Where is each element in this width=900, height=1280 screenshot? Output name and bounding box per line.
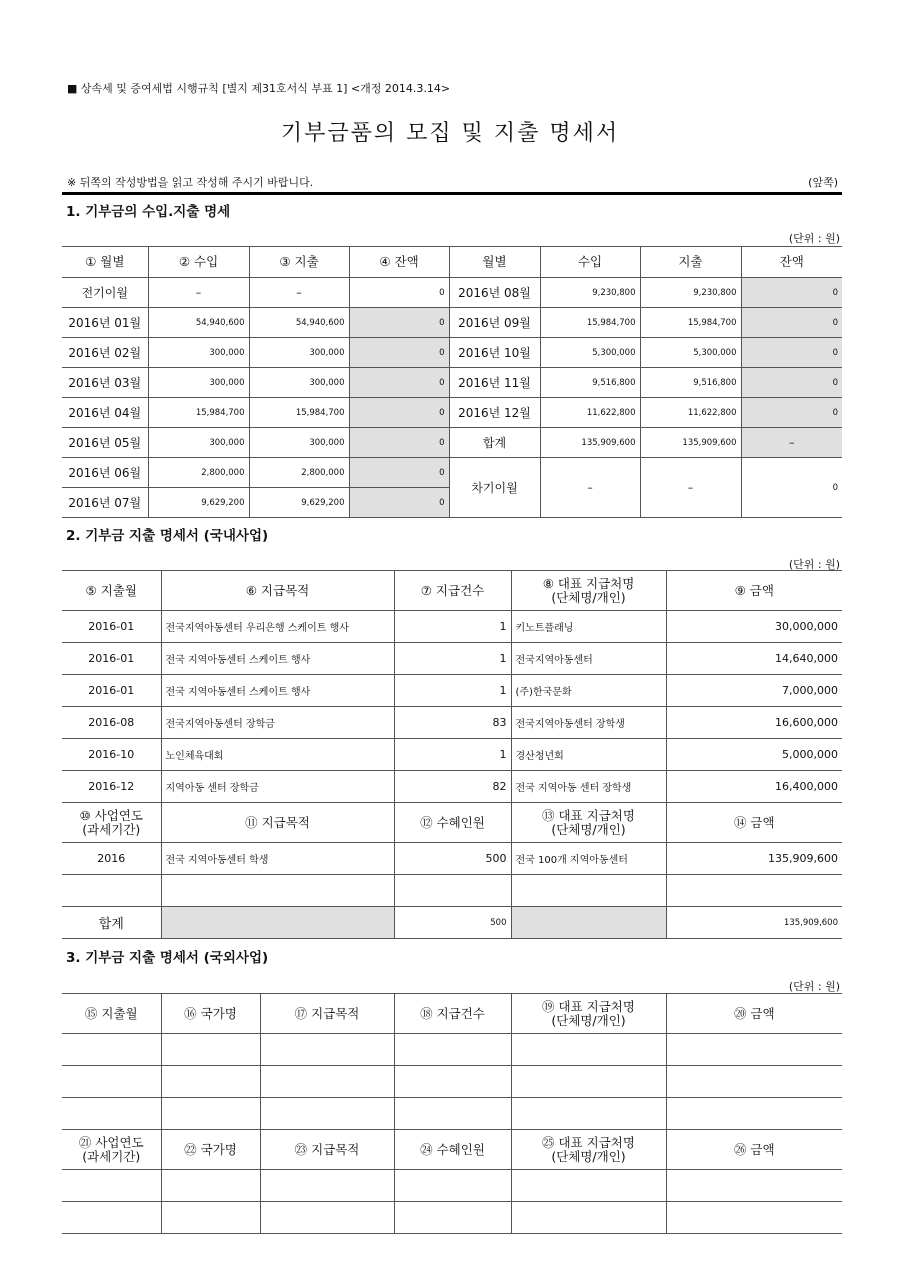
expense-month-cell: 2016-10 — [62, 739, 161, 771]
income-cell: 5,300,000 — [540, 338, 640, 368]
header-balance: ④ 잔액 — [349, 247, 449, 278]
balance-cell: 0 — [349, 458, 449, 488]
carry-forward-income: – — [540, 458, 640, 518]
section3-unit: (단위 : 원) — [788, 980, 840, 993]
expense-month-cell: 2016-08 — [62, 707, 161, 739]
empty-cell — [394, 1098, 511, 1130]
regulation-note: ■ 상속세 및 증여세법 시행규칙 [별지 제31호서식 부표 1] <개정 2014.3.14> — [67, 82, 451, 95]
month-cell: 2016년 08월 — [449, 278, 540, 308]
header-expense-month-3: ⑮ 지출월 — [62, 994, 161, 1034]
month-cell: 2016년 10월 — [449, 338, 540, 368]
table-row-empty — [62, 1098, 842, 1130]
section1-title: 1. 기부금의 수입.지출 명세 — [66, 204, 231, 220]
income-cell: 9,230,800 — [540, 278, 640, 308]
header-country: ⑯ 국가명 — [161, 994, 260, 1034]
month-cell: 2016년 11월 — [449, 368, 540, 398]
month-cell: 2016년 09월 — [449, 308, 540, 338]
month-cell: 전기이월 — [62, 278, 148, 308]
income-cell: 2,800,000 — [148, 458, 249, 488]
income-cell: 54,940,600 — [148, 308, 249, 338]
overseas-expense-table — [62, 993, 842, 1234]
total-balance: – — [741, 428, 842, 458]
header-purpose-3: ⑰ 지급목적 — [260, 994, 394, 1034]
table-row — [62, 308, 842, 338]
purpose-cell: 전국지역아동센터 장학금 — [161, 707, 394, 739]
balance-cell: 0 — [741, 338, 842, 368]
header-count: ⑦ 지급건수 — [394, 571, 511, 611]
header-payee: ⑧ 대표 지급처명 (단체명/개인) — [511, 571, 666, 611]
month-cell: 2016년 02월 — [62, 338, 148, 368]
header-count-3: ⑱ 지급건수 — [394, 994, 511, 1034]
page-title: 기부금품의 모집 및 지출 명세서 — [280, 121, 620, 146]
instruction-note: ※ 뒤쪽의 작성방법을 읽고 작성해 주시기 바랍니다. — [67, 176, 314, 189]
header-country-2: ㉒ 국가명 — [161, 1130, 260, 1170]
header-divider — [62, 192, 842, 195]
expense-cell: 15,984,700 — [640, 308, 741, 338]
income-cell: 15,984,700 — [148, 398, 249, 428]
header-payee-2: ⑬ 대표 지급처명 (단체명/개인) — [511, 803, 666, 843]
purpose-cell: 전국지역아동센터 우리은행 스케이트 행사 — [161, 611, 394, 643]
balance-cell: 0 — [741, 398, 842, 428]
header-amount-2: ⑭ 금액 — [666, 803, 842, 843]
expense-month-cell: 2016-01 — [62, 643, 161, 675]
purpose-cell: 지역아동 센터 장학금 — [161, 771, 394, 803]
empty-cell — [161, 1098, 260, 1130]
empty-cell — [666, 1066, 842, 1098]
empty-cell — [666, 1098, 842, 1130]
month-cell: 2016년 03월 — [62, 368, 148, 398]
header-expense-month: ⑤ 지출월 — [62, 571, 161, 611]
header-income-right: 수입 — [540, 247, 640, 278]
table-row-empty — [62, 1202, 842, 1234]
total-amount: 135,909,600 — [666, 907, 842, 939]
month-cell: 2016년 01월 — [62, 308, 148, 338]
income-cell: 9,516,800 — [540, 368, 640, 398]
empty-cell — [62, 1170, 161, 1202]
expense-cell: 2,800,000 — [249, 458, 349, 488]
empty-cell — [260, 1202, 394, 1234]
expense-cell: 11,622,800 — [640, 398, 741, 428]
total-expense: 135,909,600 — [640, 428, 741, 458]
header-month: ① 월별 — [62, 247, 148, 278]
month-cell: 2016년 12월 — [449, 398, 540, 428]
table-row-empty — [62, 875, 842, 907]
empty-cell — [62, 1066, 161, 1098]
count-cell: 82 — [394, 771, 511, 803]
empty-cell — [62, 1098, 161, 1130]
amount-cell: 7,000,000 — [666, 675, 842, 707]
header-purpose-2: ⑪ 지급목적 — [161, 803, 394, 843]
payee-cell: (주)한국문화 — [511, 675, 666, 707]
empty-cell — [394, 1034, 511, 1066]
empty-cell — [394, 1202, 511, 1234]
count-cell: 83 — [394, 707, 511, 739]
table-row — [62, 428, 842, 458]
count-cell: 1 — [394, 611, 511, 643]
empty-cell — [511, 1170, 666, 1202]
purpose-cell: 노인체육대회 — [161, 739, 394, 771]
header-business-year-3: ㉑ 사업연도 (과세기간) — [62, 1130, 161, 1170]
balance-cell: 0 — [741, 308, 842, 338]
balance-cell: 0 — [349, 428, 449, 458]
expense-cell: 300,000 — [249, 368, 349, 398]
expense-cell: 5,300,000 — [640, 338, 741, 368]
front-side-label: (앞쪽) — [808, 176, 838, 189]
balance-cell: 0 — [349, 338, 449, 368]
empty-cell — [511, 1034, 666, 1066]
header-amount-3: ⑳ 금액 — [666, 994, 842, 1034]
table-row-empty — [62, 1170, 842, 1202]
empty-cell — [394, 1066, 511, 1098]
expense-month-cell: 2016-01 — [62, 675, 161, 707]
header-expense-right: 지출 — [640, 247, 741, 278]
section2-unit: (단위 : 원) — [788, 558, 840, 571]
purpose-cell: 전국 지역아동센터 스케이트 행사 — [161, 643, 394, 675]
empty-cell — [161, 875, 394, 907]
income-cell: 11,622,800 — [540, 398, 640, 428]
section2-header-row — [62, 571, 842, 611]
carry-forward-expense: – — [640, 458, 741, 518]
table-row — [62, 398, 842, 428]
amount-cell: 16,600,000 — [666, 707, 842, 739]
header-beneficiaries-3: ㉔ 수혜인원 — [394, 1130, 511, 1170]
empty-cell — [260, 1098, 394, 1130]
carry-forward-balance: 0 — [741, 458, 842, 518]
amount-cell: 30,000,000 — [666, 611, 842, 643]
business-year-cell: 2016 — [62, 843, 161, 875]
expense-cell: 300,000 — [249, 428, 349, 458]
expense-cell: 9,516,800 — [640, 368, 741, 398]
month-cell: 2016년 06월 — [62, 458, 148, 488]
income-cell: 9,629,200 — [148, 488, 249, 518]
balance-cell: 0 — [349, 368, 449, 398]
section3-header-row — [62, 994, 842, 1034]
total-payee-blank — [511, 907, 666, 939]
total-label: 합계 — [449, 428, 540, 458]
empty-cell — [394, 875, 511, 907]
total-purpose-blank — [161, 907, 394, 939]
table-row — [62, 368, 842, 398]
header-business-year: ⑩ 사업연도 (과세기간) — [62, 803, 161, 843]
header-expense: ③ 지출 — [249, 247, 349, 278]
header-purpose: ⑥ 지급목적 — [161, 571, 394, 611]
table-row — [62, 707, 842, 739]
header-amount: ⑨ 금액 — [666, 571, 842, 611]
beneficiaries-cell: 500 — [394, 843, 511, 875]
table-row — [62, 338, 842, 368]
empty-cell — [62, 1202, 161, 1234]
expense-cell: 300,000 — [249, 338, 349, 368]
payee-cell: 전국지역아동센터 장학생 — [511, 707, 666, 739]
table-row — [62, 675, 842, 707]
header-balance-right: 잔액 — [741, 247, 842, 278]
empty-cell — [666, 1034, 842, 1066]
header-purpose-4: ㉓ 지급목적 — [260, 1130, 394, 1170]
section2-subheader-row — [62, 803, 842, 843]
total-label: 합계 — [62, 907, 161, 939]
table-row — [62, 278, 842, 308]
balance-cell: 0 — [349, 398, 449, 428]
expense-month-cell: 2016-12 — [62, 771, 161, 803]
empty-cell — [62, 875, 161, 907]
count-cell: 1 — [394, 739, 511, 771]
income-cell: 300,000 — [148, 428, 249, 458]
income-expense-table — [62, 246, 842, 518]
amount-cell: 135,909,600 — [666, 843, 842, 875]
section3-title: 3. 기부금 지출 명세서 (국외사업) — [66, 950, 269, 966]
empty-cell — [161, 1066, 260, 1098]
table-row — [62, 771, 842, 803]
table-row — [62, 611, 842, 643]
balance-cell: 0 — [349, 488, 449, 518]
section2-title: 2. 기부금 지출 명세서 (국내사업) — [66, 528, 269, 544]
purpose-cell: 전국 지역아동센터 학생 — [161, 843, 394, 875]
income-cell: 15,984,700 — [540, 308, 640, 338]
header-income: ② 수입 — [148, 247, 249, 278]
empty-cell — [666, 875, 842, 907]
empty-cell — [260, 1066, 394, 1098]
balance-cell: 0 — [349, 278, 449, 308]
month-cell: 2016년 05월 — [62, 428, 148, 458]
empty-cell — [394, 1170, 511, 1202]
table-row — [62, 739, 842, 771]
empty-cell — [666, 1170, 842, 1202]
expense-cell: 9,629,200 — [249, 488, 349, 518]
empty-cell — [161, 1202, 260, 1234]
empty-cell — [511, 1098, 666, 1130]
empty-cell — [260, 1170, 394, 1202]
income-cell: – — [148, 278, 249, 308]
header-payee-4: ㉕ 대표 지급처명 (단체명/개인) — [511, 1130, 666, 1170]
domestic-expense-table — [62, 570, 842, 939]
empty-cell — [62, 1034, 161, 1066]
count-cell: 1 — [394, 643, 511, 675]
purpose-cell: 전국 지역아동센터 스케이트 행사 — [161, 675, 394, 707]
expense-cell: – — [249, 278, 349, 308]
empty-cell — [161, 1170, 260, 1202]
empty-cell — [511, 875, 666, 907]
total-beneficiaries: 500 — [394, 907, 511, 939]
table-row-empty — [62, 1034, 842, 1066]
total-row — [62, 907, 842, 939]
header-month-right: 월별 — [449, 247, 540, 278]
table-row — [62, 643, 842, 675]
empty-cell — [511, 1202, 666, 1234]
payee-cell: 키노트플래닝 — [511, 611, 666, 643]
expense-month-cell: 2016-01 — [62, 611, 161, 643]
payee-cell: 전국지역아동센터 — [511, 643, 666, 675]
section3-subheader-row — [62, 1130, 842, 1170]
total-income: 135,909,600 — [540, 428, 640, 458]
income-cell: 300,000 — [148, 368, 249, 398]
expense-cell: 15,984,700 — [249, 398, 349, 428]
section1-header-row — [62, 247, 842, 278]
amount-cell: 16,400,000 — [666, 771, 842, 803]
table-row — [62, 843, 842, 875]
section1-unit: (단위 : 원) — [788, 232, 840, 245]
header-beneficiaries: ⑫ 수혜인원 — [394, 803, 511, 843]
carry-forward-label: 차기이월 — [449, 458, 540, 518]
amount-cell: 14,640,000 — [666, 643, 842, 675]
empty-cell — [511, 1066, 666, 1098]
amount-cell: 5,000,000 — [666, 739, 842, 771]
table-row-empty — [62, 1066, 842, 1098]
empty-cell — [666, 1202, 842, 1234]
expense-cell: 54,940,600 — [249, 308, 349, 338]
count-cell: 1 — [394, 675, 511, 707]
balance-cell: 0 — [349, 308, 449, 338]
payee-cell: 경산청년회 — [511, 739, 666, 771]
header-amount-4: ㉖ 금액 — [666, 1130, 842, 1170]
payee-cell: 전국 100개 지역아동센터 — [511, 843, 666, 875]
income-cell: 300,000 — [148, 338, 249, 368]
balance-cell: 0 — [741, 278, 842, 308]
balance-cell: 0 — [741, 368, 842, 398]
month-cell: 2016년 04월 — [62, 398, 148, 428]
table-row — [62, 458, 842, 488]
empty-cell — [260, 1034, 394, 1066]
month-cell: 2016년 07월 — [62, 488, 148, 518]
expense-cell: 9,230,800 — [640, 278, 741, 308]
empty-cell — [161, 1034, 260, 1066]
payee-cell: 전국 지역아동 센터 장학생 — [511, 771, 666, 803]
header-payee-3: ⑲ 대표 지급처명 (단체명/개인) — [511, 994, 666, 1034]
